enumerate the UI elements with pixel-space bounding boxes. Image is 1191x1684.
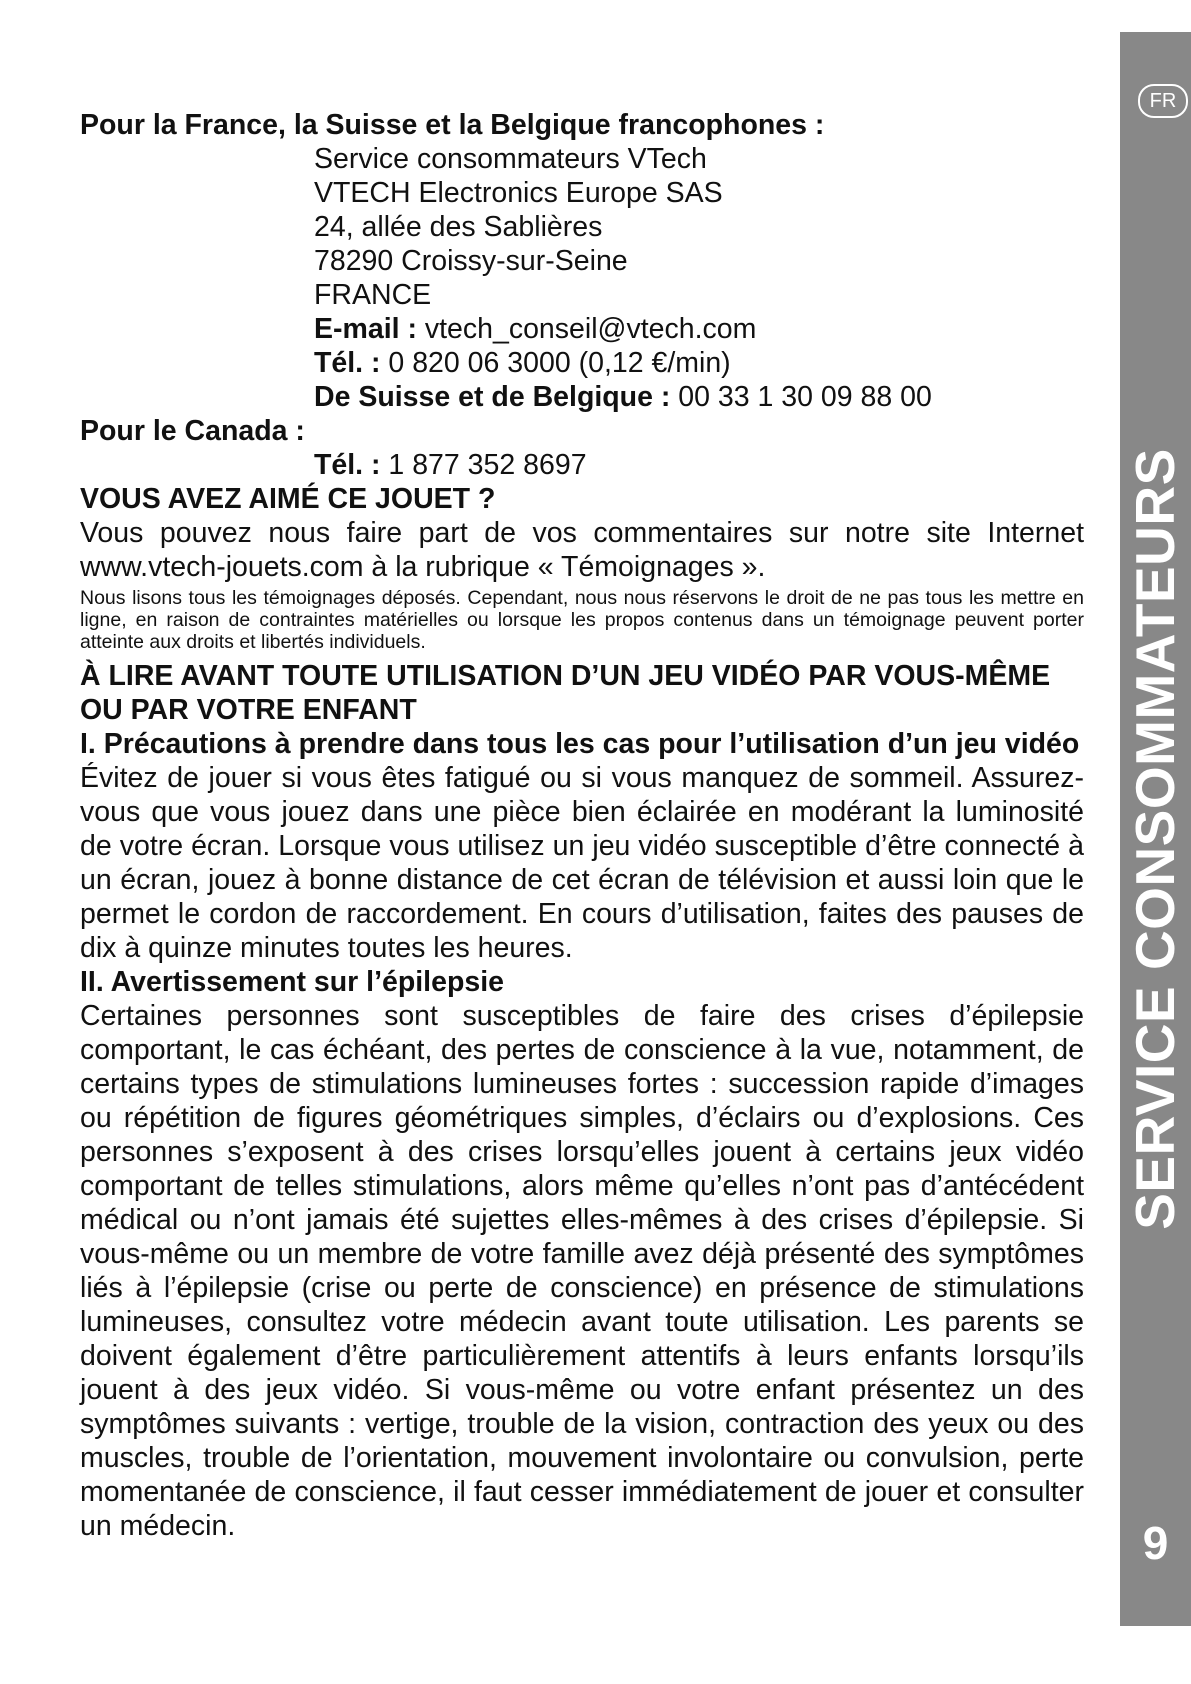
france-heading: Pour la France, la Suisse et la Belgique francophones :: [80, 109, 825, 141]
precautions-text: Évitez de jouer si vous êtes fatigué ou si vous manquez de sommeil. Assurez-vous que vous jouez dans une pièce bien éclairée en modérant la luminosité de votre écran. Lorsque vous utilisez un jeu vidéo susceptible d’être connecté à un écran, jouez à bonne distance de cet écran de télévision et aussi loin que le permet le cordon de raccordement. En cours d’utilisation, faites des pauses de dix à quinze minutes toutes les heures.: [80, 762, 1084, 964]
intl-phone-value: 00 33 1 30 09 88 00: [670, 381, 932, 413]
intl-phone-label: De Suisse et de Belgique :: [314, 381, 671, 413]
address-line: 78290 Croissy-sur-Seine: [314, 245, 628, 277]
phone-label: Tél. :: [314, 347, 381, 379]
epilepsy-title: II. Avertissement sur l’épilepsie: [80, 966, 504, 998]
address-line: FRANCE: [314, 279, 432, 311]
canada-phone-line: [80, 448, 1084, 482]
epilepsy-text: Certaines personnes sont susceptibles de faire des crises d’épilepsie comportant, le cas échéant, des pertes de conscience à la vue, notamment, de certains types de stimulations lumineuses fortes : succession rapide d’images ou répétition de figures géométriques simples, d’éclairs ou d’explosions. Ces personnes s’exposent à des crises lorsqu’elles jouent à certains jeux vidéo comportant de telles stimulations, alors même qu’elles n’ont pas d’antécédent médical ou n’ont jamais été sujettes elles-mêmes à des crises d’épilepsie. Si vous-même ou un membre de votre famille avez déjà présenté des symptômes liés à l’épilepsie (crise ou perte de conscience) en présence de stimulations lumineuses, consultez votre médecin avant toute utilisation. Les parents se doivent également d’être particulièrement attentifs à leurs enfants lorsqu’ils jouent à des jeux vidéo. Si vous-même ou votre enfant présentez un des symptômes suivants : vertige, trouble de la vision, contraction des yeux ou des muscles, trouble de l’orientation, mouvement involontaire ou convulsion, perte momentanée de conscience, il faut cesser immédiatement de jouer et consulter un médecin.: [80, 1000, 1084, 1542]
phone-line: [80, 346, 1084, 380]
canada-heading: Pour le Canada :: [80, 415, 305, 447]
canada-phone-label: Tél. :: [314, 449, 381, 481]
feedback-heading: VOUS AVEZ AIMÉ CE JOUET ?: [80, 483, 496, 515]
section-title-vertical: SERVICE CONSOMMATEURS: [1124, 448, 1186, 1230]
address-line: VTECH Electronics Europe SAS: [314, 177, 723, 209]
warning-heading: À LIRE AVANT TOUTE UTILISATION D’UN JEU VIDÉO PAR VOUS-MÊME OU PAR VOTRE ENFANT: [80, 660, 1051, 726]
precautions-title: I. Précautions à prendre dans tous les cas pour l’utilisation d’un jeu vidéo: [80, 728, 1080, 760]
email-line: [80, 312, 1084, 346]
address-line: 24, allée des Sablières: [314, 211, 603, 243]
language-badge: FR: [1138, 84, 1188, 118]
feedback-text: Vous pouvez nous faire part de vos commentaires sur notre site Internet www.vtech-jouets.com à la rubrique « Témoignages ».: [80, 517, 1084, 583]
email-label: E-mail :: [314, 313, 417, 345]
intl-phone-line: [80, 380, 1084, 414]
france-address: [80, 142, 1084, 414]
feedback-note: Nous lisons tous les témoignages déposés. Cependant, nous nous réservons le droit de ne pas tous les mettre en ligne, en raison de contraintes matérielles ou lorsque les propos contenus dans un témoignage peuvent porter atteinte aux droits et libertés individuels.: [80, 587, 1084, 653]
page-content: [80, 108, 1084, 1543]
phone-value: 0 820 06 3000 (0,12 €/min): [380, 347, 731, 379]
address-line: Service consommateurs VTech: [314, 143, 707, 175]
canada-phone-value: 1 877 352 8697: [380, 449, 587, 481]
page-number: 9: [1142, 1517, 1169, 1569]
email-value: vtech_conseil@vtech.com: [416, 313, 757, 345]
